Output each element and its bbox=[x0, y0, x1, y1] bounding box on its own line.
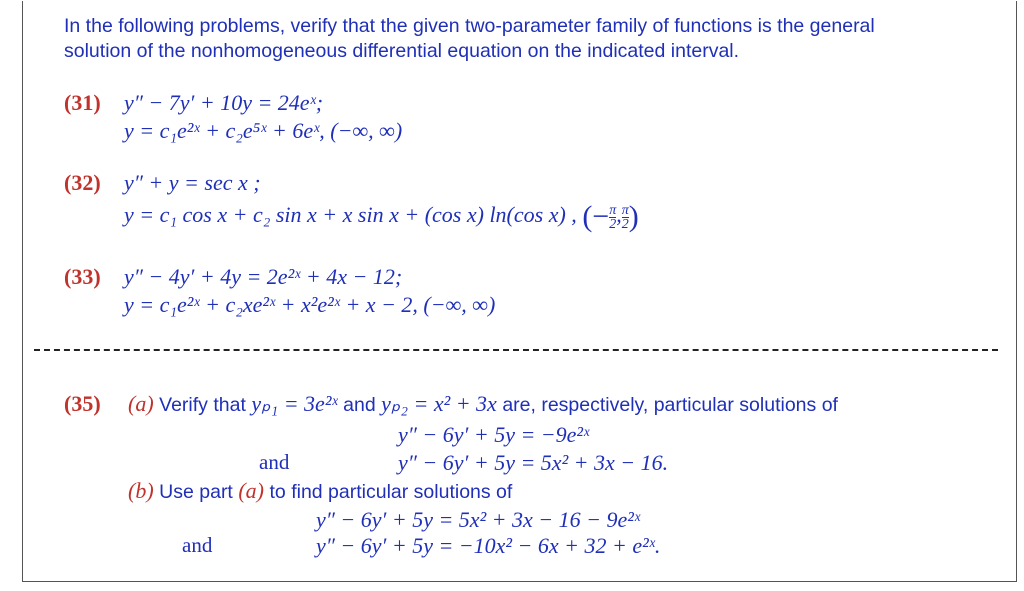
problem-31-equation: y″ − 7y′ + 10y = 24eˣ; bbox=[124, 90, 324, 115]
intro-line-1: In the following problems, verify that the given two-parameter family of functions is the general bbox=[64, 15, 875, 37]
equation-b1: y″ − 6y′ + 5y = 5x² + 3x − 16 − 9e²ˣ bbox=[316, 507, 641, 532]
part-a-text-1: Verify that bbox=[159, 394, 246, 416]
part-a-label: (a) bbox=[128, 391, 154, 416]
dashed-divider bbox=[34, 349, 998, 351]
problem-35-part-b-line bbox=[128, 478, 512, 504]
problem-35-part-a-line bbox=[128, 391, 838, 417]
part-b-text-2: to find particular solutions of bbox=[269, 481, 513, 503]
problem-33-solution: y = c₁e²ˣ + c₂xe²ˣ + x²e²ˣ + x − 2, (−∞, ∞) bbox=[124, 292, 496, 317]
problem-32-solution-text: y = c₁ cos x + c₂ sin x + x sin x + (cos x) ln(cos x) , bbox=[124, 202, 577, 228]
yp1-expression: yₚ₁ = 3e²ˣ bbox=[251, 391, 338, 416]
intro-line-2: solution of the nonhomogeneous differential equation on the indicated interval. bbox=[64, 40, 740, 62]
equation-a1: y″ − 6y′ + 5y = −9e²ˣ bbox=[398, 422, 590, 447]
problem-31-solution: y = c₁e²ˣ + c₂e⁵ˣ + 6eˣ, (−∞, ∞) bbox=[124, 118, 403, 143]
part-b-text-1: Use part bbox=[159, 481, 233, 503]
part-a-text-2: are, respectively, particular solutions of bbox=[502, 394, 838, 416]
part-b-label: (b) bbox=[128, 478, 154, 503]
neg-pi-over-two: $\frac{\pi}{2}$ bbox=[609, 202, 617, 232]
interval-comma: , bbox=[616, 202, 622, 228]
interval-close: ) bbox=[628, 200, 639, 233]
and-label-1: and bbox=[259, 450, 290, 474]
problem-32-number: (32) bbox=[64, 170, 101, 195]
problem-32-equation: y″ + y = sec x ; bbox=[124, 170, 261, 195]
part-b-ref: (a) bbox=[238, 478, 265, 503]
pi-over-two: $\frac{\pi}{2}$ bbox=[621, 202, 629, 232]
problem-32-solution bbox=[124, 200, 639, 234]
part-a-and: and bbox=[343, 394, 376, 416]
intro-text bbox=[64, 14, 875, 64]
problem-33-equation: y″ − 4y′ + 4y = 2e²ˣ + 4x − 12; bbox=[124, 264, 403, 289]
equation-a2: y″ − 6y′ + 5y = 5x² + 3x − 16. bbox=[398, 450, 669, 475]
problem-35-number: (35) bbox=[64, 391, 101, 416]
problem-31-number: (31) bbox=[64, 90, 101, 115]
equation-b2: y″ − 6y′ + 5y = −10x² − 6x + 32 + e²ˣ. bbox=[316, 533, 661, 558]
and-label-2: and bbox=[182, 533, 213, 557]
yp2-expression: yₚ₂ = x² + 3x bbox=[381, 391, 497, 416]
problem-33-number: (33) bbox=[64, 264, 101, 289]
interval-open: (− bbox=[582, 200, 610, 233]
